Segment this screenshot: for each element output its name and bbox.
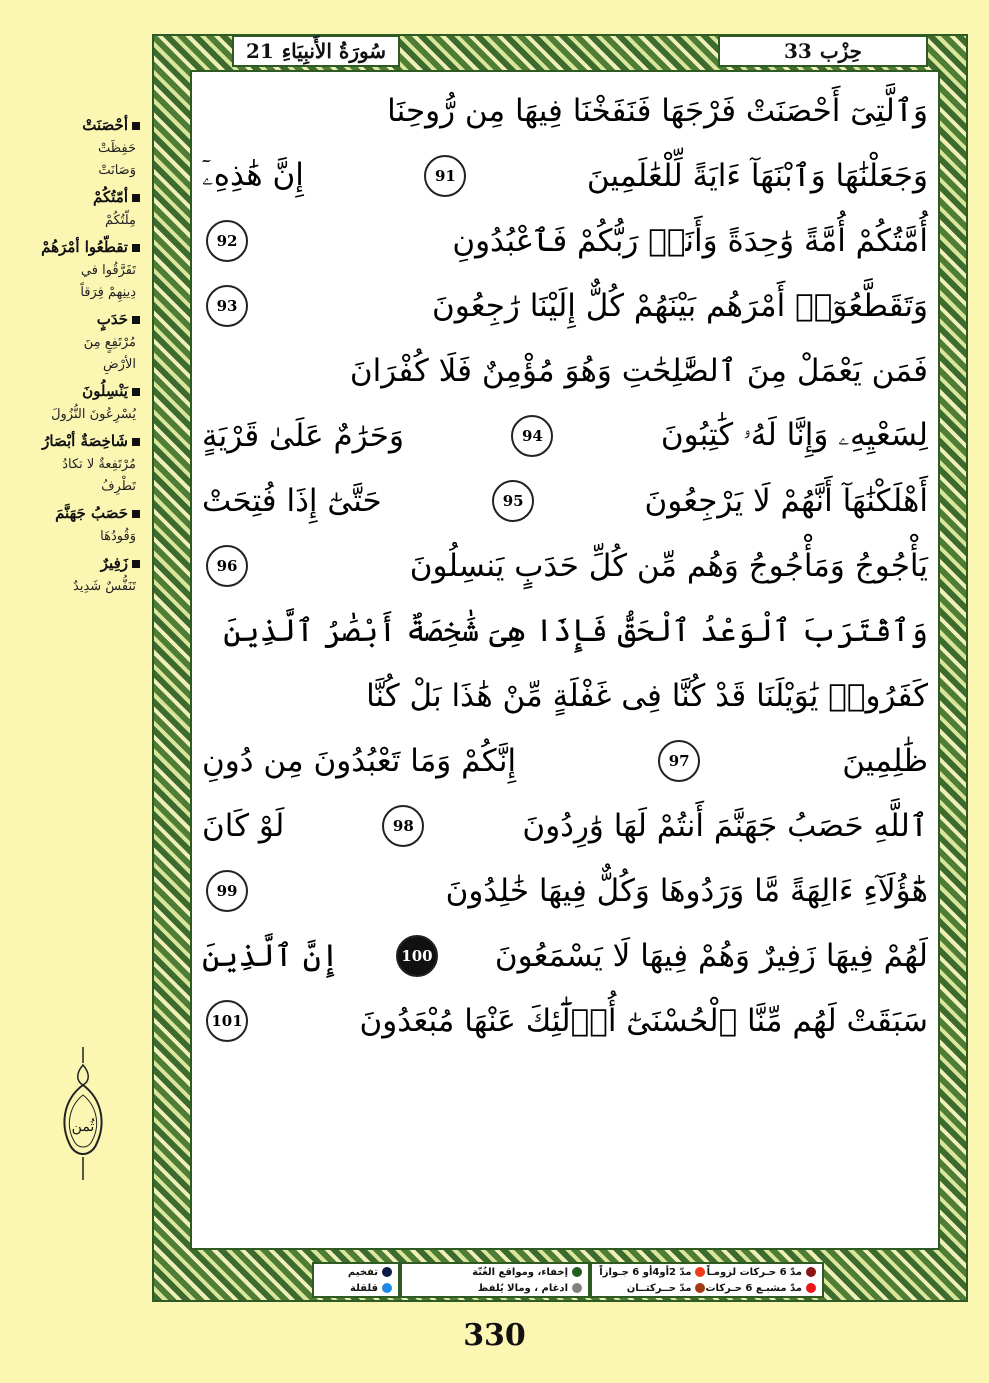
verse-line	[196, 403, 934, 468]
verse-line	[196, 663, 934, 728]
verse-line	[196, 793, 934, 858]
legend-item	[598, 1283, 705, 1294]
legend-item	[705, 1267, 816, 1278]
square-bullet-icon	[132, 122, 140, 130]
glossary-word: حَدَبٍ	[96, 310, 128, 328]
ayah-number-marker: 93	[206, 285, 248, 327]
glossary-definition: الأرْضِ	[102, 357, 136, 372]
legend-dot	[806, 1283, 816, 1293]
ayah-number-marker: 101	[206, 1000, 248, 1042]
legend-label: قلقلة	[350, 1282, 378, 1294]
ayah-number-marker: 97	[658, 740, 700, 782]
glossary-definition: تَنَفُّسٌ شَدِيدٌ	[73, 579, 136, 594]
ayah-number-marker: 95	[492, 480, 534, 522]
verse-line	[196, 728, 934, 793]
quran-text	[196, 78, 934, 1248]
surah-number: 21	[245, 39, 274, 63]
glossary-definition: حَفِظَتْ	[97, 141, 136, 156]
glossary-word: تقطّعُوا أمْرَهُمْ	[41, 238, 128, 256]
glossary-definition: يُسْرِعُونَ النُّزُولَ	[51, 407, 136, 422]
square-bullet-icon	[132, 194, 140, 202]
verse-line	[196, 988, 934, 1053]
glossary-word: زَفِيرٌ	[100, 554, 128, 572]
page-number: 330	[463, 1318, 526, 1353]
verse-text: فَمَن يَعْمَلْ مِنَ ٱلصَّٰلِحَٰتِ وَهُوَ مُؤْمِنٌ فَلَا كُفْرَانَ	[349, 352, 928, 389]
glossary-term	[0, 188, 140, 206]
verse-line	[196, 78, 934, 143]
glossary-word: أمّتُكُمْ	[93, 188, 128, 206]
surah-header	[232, 35, 400, 67]
verse-line	[196, 338, 934, 403]
glossary-definition: مُرْتَفِعةٌ لا تكادُ	[62, 457, 136, 472]
legend-label: مدّ 2أو4أو 6 جـوازاً	[599, 1266, 692, 1278]
glossary-word: يَنْسِلُونَ	[82, 382, 128, 400]
verse-text: لَهُمْ فِيهَا زَفِيرٌ وَهُمْ فِيهَا لَا يَسْمَعُونَ	[494, 937, 928, 974]
verse-text: سَبَقَتْ لَهُم مِّنَّا ٱلْحُسْنَىٰٓ أُو۟لَٰٓئِكَ عَنْهَا مُبْعَدُونَ	[359, 1002, 928, 1039]
verse-line	[196, 468, 934, 533]
legend-label: مدّ 6 حـركات لزومـاً	[706, 1266, 802, 1278]
verse-text: وَٱقْتَرَبَ ٱلْوَعْدُ ٱلْحَقُّ فَإِذَا هِىَ شَٰخِصَةٌ أَبْصَٰرُ ٱلَّذِينَ	[223, 612, 928, 649]
hizb-header	[718, 35, 928, 67]
square-bullet-icon	[132, 510, 140, 518]
legend-dot	[695, 1267, 705, 1277]
verse-line	[196, 143, 934, 208]
hizb-number: 33	[783, 39, 812, 63]
glossary-definition: وَصَانَتْ	[98, 163, 136, 178]
verse-text: حَتَّىٰٓ إِذَا فُتِحَتْ	[202, 482, 382, 519]
verse-line	[196, 598, 934, 663]
glossary-word: أحْصَنَتْ	[82, 116, 128, 134]
legend-item	[320, 1267, 392, 1278]
square-bullet-icon	[132, 438, 140, 446]
verse-text: وَحَرَٰمٌ عَلَىٰ قَرْيَةٍ	[202, 417, 404, 454]
tajweed-legend-tafkhim	[312, 1262, 400, 1298]
legend-item	[598, 1267, 705, 1278]
verse-text: وَتَقَطَّعُوٓا۟ أَمْرَهُم بَيْنَهُمْ كُلٌّ إِلَيْنَا رَٰجِعُونَ	[431, 287, 928, 324]
glossary-term	[0, 382, 140, 400]
legend-dot	[695, 1283, 705, 1293]
glossary-definition: مُرْتَفِعٍ مِنَ	[83, 335, 136, 350]
legend-dot	[382, 1267, 392, 1277]
verse-text: إِنَّ هَٰذِهِۦٓ	[202, 157, 304, 193]
glossary-word: حَصَبُ جَهَنَّمَ	[55, 504, 128, 522]
glossary-definition: تَطْرِفُ	[101, 479, 136, 494]
ayah-number-marker: 92	[206, 220, 248, 262]
legend-dot	[806, 1267, 816, 1277]
legend-dot	[572, 1267, 582, 1277]
glossary-term	[0, 432, 140, 450]
legend-label: مدّ مشبـع 6 حـركات	[705, 1282, 802, 1294]
verse-text: يَأْجُوجُ وَمَأْجُوجُ وَهُم مِّن كُلِّ حَدَبٍ يَنسِلُونَ	[409, 547, 928, 584]
verse-line	[196, 273, 934, 338]
verse-text: إِنَّكُمْ وَمَا تَعْبُدُونَ مِن دُونِ	[202, 742, 517, 779]
square-bullet-icon	[132, 244, 140, 252]
hizb-label: حِزْب	[819, 39, 863, 63]
verse-text: ظَٰلِمِينَ	[842, 742, 928, 779]
ayah-number-marker: 94	[511, 415, 553, 457]
tajweed-legend-madd	[590, 1262, 824, 1298]
square-bullet-icon	[132, 316, 140, 324]
glossary-term	[0, 554, 140, 572]
legend-item	[320, 1283, 392, 1294]
verse-text: لِسَعْيِهِۦ وَإِنَّا لَهُۥ كَٰتِبُونَ	[660, 417, 928, 453]
legend-label: إخفاء، ومواقع الغُنّة	[472, 1266, 568, 1278]
legend-label: ادغام ، ومالا يُلفظ	[477, 1282, 568, 1294]
verse-text: وَجَعَلْنَٰهَا وَٱبْنَهَآ ءَايَةً لِّلْعَٰلَمِينَ	[586, 157, 928, 194]
ayah-number-marker: 98	[382, 805, 424, 847]
glossary-term	[0, 504, 140, 522]
glossary-term	[0, 310, 140, 328]
verse-text: أَهْلَكْنَٰهَآ أَنَّهُمْ لَا يَرْجِعُونَ	[644, 482, 928, 519]
glossary-term	[0, 116, 140, 134]
verse-text: كَفَرُوا۟ يَٰوَيْلَنَا قَدْ كُنَّا فِى غَفْلَةٍ مِّنْ هَٰذَا بَلْ كُنَّا	[366, 677, 928, 714]
legend-item	[408, 1267, 582, 1278]
verse-line	[196, 858, 934, 923]
legend-item	[408, 1283, 582, 1294]
legend-dot	[572, 1283, 582, 1293]
verse-line	[196, 923, 934, 988]
verse-text: ٱللَّهِ حَصَبُ جَهَنَّمَ أَنتُمْ لَهَا وَٰرِدُونَ	[522, 807, 928, 844]
legend-label: مدّ حــركتــان	[626, 1282, 692, 1294]
glossary-definition: دِينِهِمْ فِرَقاً	[80, 285, 136, 300]
tajweed-legend-ghunna	[400, 1262, 590, 1298]
verse-text: أُمَّتُكُمْ أُمَّةً وَٰحِدَةً وَأَنَا۠ رَبُّكُمْ فَٱعْبُدُونِ	[452, 222, 928, 259]
square-bullet-icon	[132, 388, 140, 396]
legend-item	[705, 1283, 816, 1294]
glossary-word: شَاخِصَةٌ أبْصَارُ	[42, 432, 128, 450]
hizb-marker-text: ثُمن	[71, 1119, 95, 1135]
verse-line	[196, 533, 934, 598]
legend-label: تفخيم	[347, 1266, 378, 1278]
glossary-sidebar	[0, 110, 140, 598]
verse-text: لَوْ كَانَ	[202, 807, 285, 844]
verse-text: إِنَّ ٱلَّذِينَ	[202, 937, 340, 974]
glossary-definition: وَقُودُهَا	[100, 529, 136, 544]
ayah-number-marker: 91	[424, 155, 466, 197]
verse-text: وَٱلَّتِىٓ أَحْصَنَتْ فَرْجَهَا فَنَفَخْنَا فِيهَا مِن رُّوحِنَا	[387, 92, 928, 129]
square-bullet-icon	[132, 560, 140, 568]
ayah-number-marker: 100	[396, 935, 438, 977]
glossary-definition: مِلّتُكُمْ	[104, 213, 136, 228]
ayah-number-marker: 96	[206, 545, 248, 587]
glossary-term	[0, 238, 140, 256]
legend-dot	[382, 1283, 392, 1293]
verse-line	[196, 208, 934, 273]
glossary-definition: تَفَرَّقُوا في	[80, 263, 136, 278]
verse-text: هَٰٓؤُلَآءِ ءَالِهَةً مَّا وَرَدُوهَا وَكُلٌّ فِيهَا خَٰلِدُونَ	[445, 872, 928, 909]
ayah-number-marker: 99	[206, 870, 248, 912]
hizb-quarter-marker-icon	[58, 1045, 108, 1185]
surah-name: سُورَةُ الأَنبِيَاءِ	[281, 39, 387, 63]
